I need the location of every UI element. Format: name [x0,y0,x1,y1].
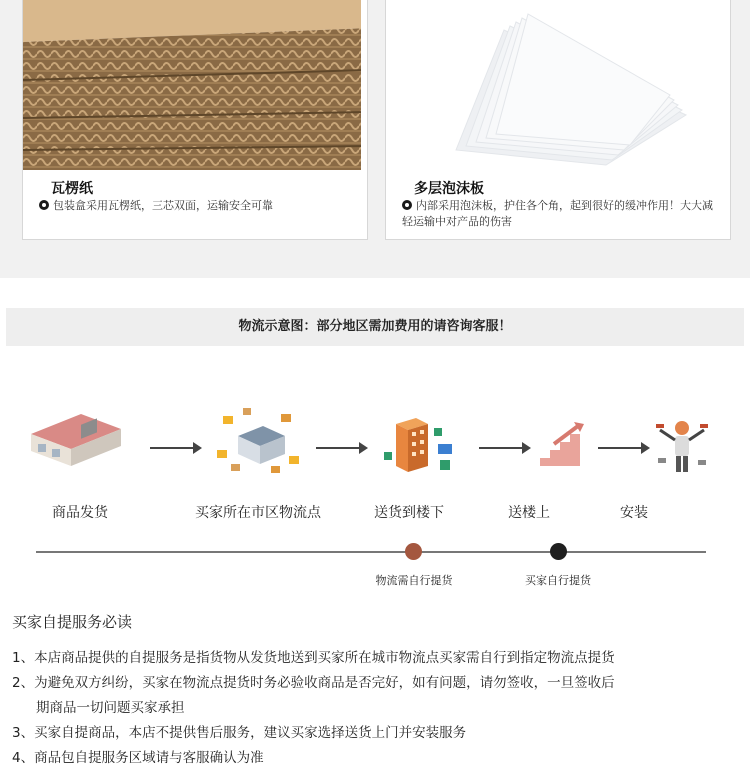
notice-title: 买家自提服务必读 [12,613,133,631]
packaging-card-corrugated [22,0,368,240]
timeline-marker-logistics [405,543,422,560]
flow-arrow [150,447,200,449]
packaging-title: 多层泡沫板 [414,181,484,197]
packaging-title: 瓦楞纸 [51,181,93,197]
timeline-label-buyer: 买家自行提货 [525,574,591,587]
stairs-icon [538,422,588,472]
building-delivery-icon [382,416,462,480]
logistics-hub-icon [213,406,303,480]
step-label-upstairs: 送楼上 [508,505,550,521]
packaging-desc [39,198,357,214]
timeline-label-logistics: 物流需自行提货 [375,574,453,587]
corrugated-board-image [23,0,367,170]
notice-item: 2、为避免双方纠纷，买家在物流点提货时务必验收商品是否完好，如有问题，请勿签收，一旦签收后 [12,675,615,691]
flow-arrow [598,447,648,449]
flow-arrow [316,447,366,449]
warehouse-icon [26,404,126,474]
foam-board-image [386,0,730,170]
bullet-icon [39,200,49,210]
packaging-card-foam [385,0,731,240]
installer-icon [654,416,710,480]
step-label-city-depot: 买家所在市区物流点 [195,505,321,521]
flow-arrow [479,447,529,449]
notice-item: 3、买家自提商品，本店不提供售后服务，建议买家选择送货上门并安装服务 [12,725,467,741]
logistics-banner: 物流示意图：部分地区需加费用的请咨询客服！ [6,308,744,346]
notice-item: 4、商品包自提服务区域请与客服确认为准 [12,750,264,766]
packaging-desc-text: 内部采用泡沫板，护住各个角，起到很好的缓冲作用！大大减轻运输中对产品的伤害 [402,199,713,228]
step-label-downstairs: 送货到楼下 [374,505,444,521]
packaging-desc [402,198,720,230]
step-label-ship: 商品发货 [52,505,108,521]
notice-item-continued: 期商品一切问题买家承担 [36,700,185,716]
step-label-install: 安装 [620,505,648,521]
timeline-marker-buyer [550,543,567,560]
notice-item: 1、本店商品提供的自提服务是指货物从发货地送到买家所在城市物流点买家需自行到指定物流点提货 [12,650,615,666]
packaging-desc-text: 包装盒采用瓦楞纸，三芯双面，运输安全可靠 [53,199,273,212]
timeline-line [36,551,706,553]
bullet-icon [402,200,412,210]
